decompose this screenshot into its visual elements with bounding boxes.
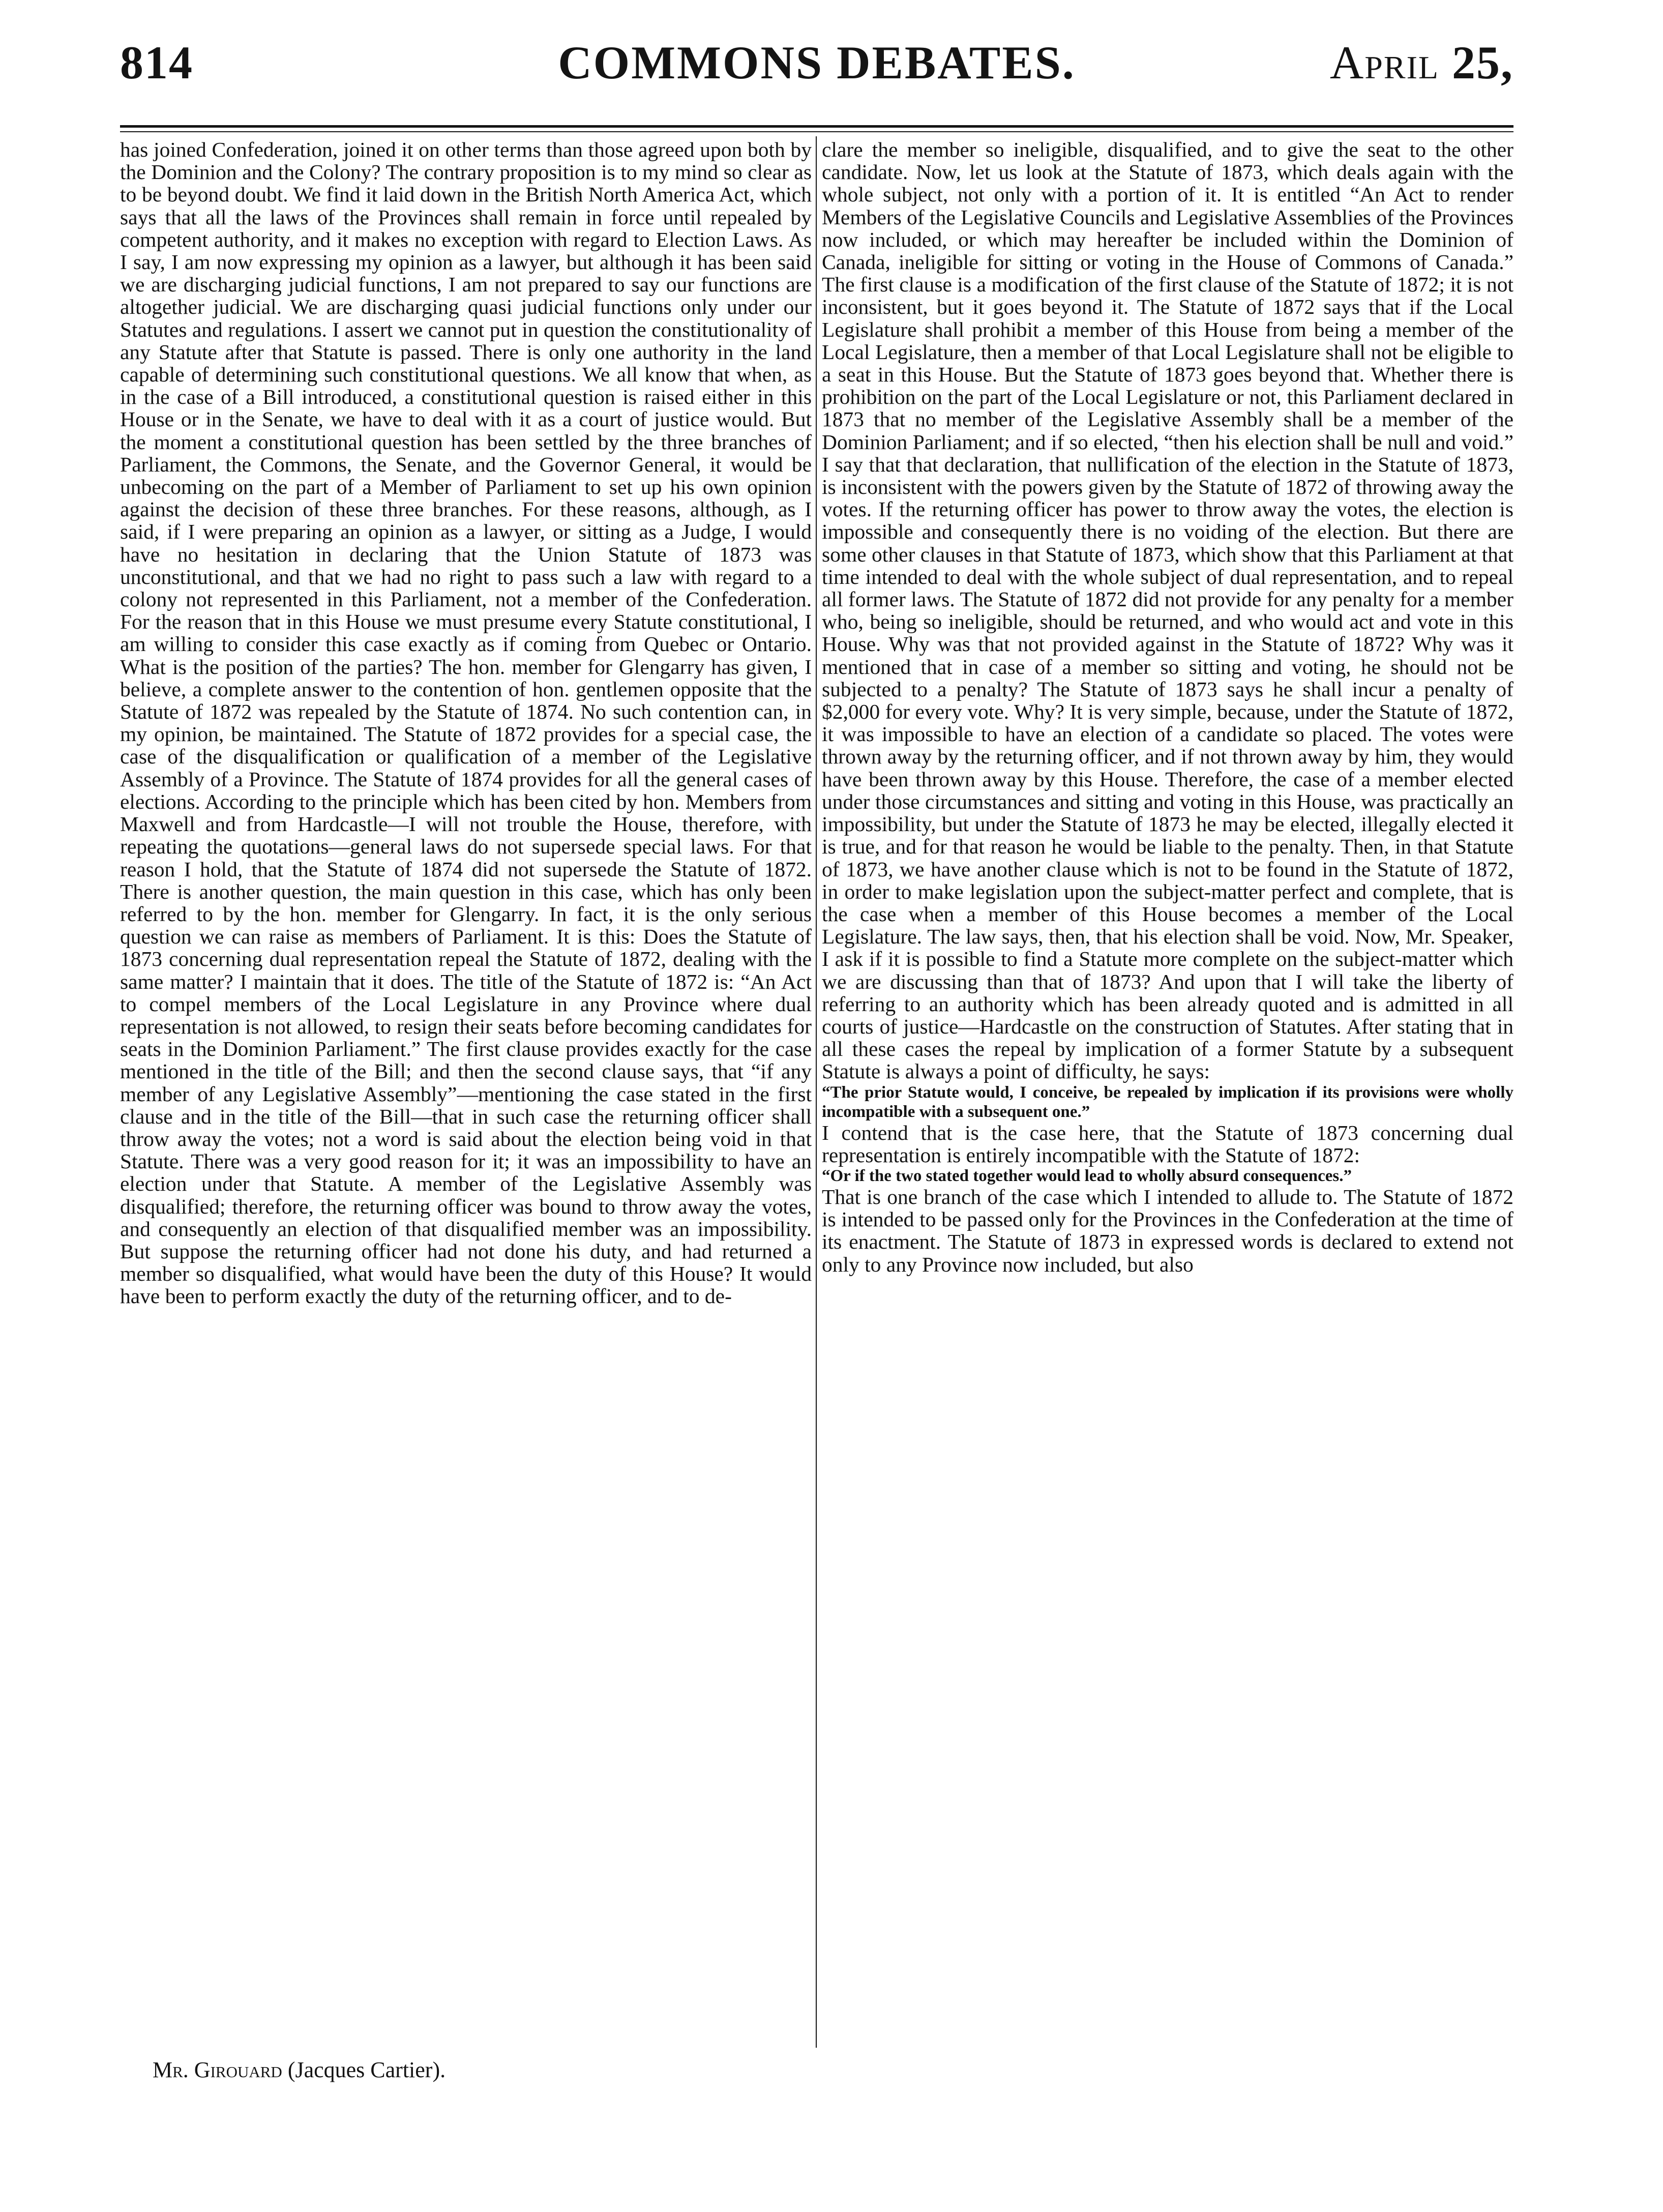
- right-column-paragraph-2: I contend that is the case here, that the Statute of 1873 concerning dual representation is entirely incompatible with the Statute of 1872:: [822, 1120, 1513, 1167]
- header-rule: [120, 125, 1513, 128]
- header-date: [1330, 36, 1513, 90]
- speaker-constituency: (Jacques Cartier).: [287, 2057, 446, 2082]
- right-column-paragraph-1: clare the member so ineligible, disqualified, and to give the seat to the other candidate. Now, let us look at the Statute of 1873, which deals again with the whole subject, not only with a portion of it. It is entitled “An Act to render Members of the Legislative Councils and Legislative Assemblies of the Provinces now included, or which may hereafter be included within the Dominion of Canada, ineligible for sitting or voting in the House of Commons of Canada.” The first clause is a modification of the first clause of the Statute of 1872; it is not inconsistent, but it goes beyond it. The Statute of 1872 says that if the Local Legislature shall prohibit a member of this House from being a member of the Local Legislature, then a member of that Local Legislature shall not be eligible to a seat in this House. But the Statute of 1873 goes beyond that. Whether there is prohibition on the part of the Local Legislature or not, this Parliament declared in 1873 that no member of the Legislative Assembly shall be a member of the Dominion Parliament; and if so elected, “then his election shall be null and void.” I say that that declaration, that nullification of the election in the Statute of 1873, is inconsistent with the powers given by the Statute of 1872 of throwing away the votes. If the returning officer has power to throw away the votes, the election is impossible and consequently there is no voiding of the election. But there are some other clauses in that Statute of 1873, which show that this Parliament at that time intended to deal with the whole subject of dual representation, and to repeal all former laws. The Statute of 1872 did not provide for any penalty for a member who, being so ineligible, should be returned, and who would act and vote in this House. Why was that not provided against in the Statute of 1872? Why was it mentioned that in case of a member so sitting and voting, he should not be subjected to a penalty? The Statute of 1873 says he shall incur a penalty of $2,000 for every vote. Why? It is very simple, because, under the Statute of 1872, it was impossible to have an election of a candidate so placed. The votes were thrown away by the returning officer, and if not thrown away by him, they would have been thrown away by this House. Therefore, the case of a member elected under those circumstances and sitting and voting in this House, was practically an impossibility, but under the Statute of 1873 he may be elected, illegally elected it is true, and for that reason he would be liable to the penalty. Then, in that Statute of 1873, we have another clause which is not to be found in the Statute of 1872, in order to make legislation upon the subject-matter perfect and complete, that is the case when a member of this House becomes a member of the Local Legislature. The law says, then, that his election shall be void. Now, Mr. Speaker, I ask if it is possible to find a Statute more complete on the subject-matter which we are discussing than that of 1873? And upon that I will take the liberty of referring to an authority which has been already quoted and is admitted in all courts of justice—Hardcastle on the construction of Statutes. After stating that in all these cases the repeal by implication of a former Statute by a subsequent Statute is always a point of difficulty, he says:: [822, 138, 1513, 1083]
- speaker-footer: [153, 2057, 446, 2083]
- header-month: April: [1329, 37, 1439, 89]
- page-number: 814: [120, 37, 193, 89]
- block-quote-1: “The prior Statute would, I conceive, be repealed by implication if its provisions were wholly incompatible with a subsequent one.”: [822, 1083, 1513, 1121]
- left-column-paragraph: has joined Confederation, joined it on other terms than those agreed upon both by the Dominion and the Colony? The contrary proposition is to my mind so clear as to be beyond doubt. We find it laid down in the British North America Act, which says that all the laws of the Provinces shall remain in force until repealed by competent authority, and it makes no exception with regard to Election Laws. As I say, I am now expressing my opinion as a lawyer, but although it has been said we are discharging judicial functions, I am not prepared to say our functions are altogether judicial. We are discharging quasi judicial functions only under our Statutes and regulations. I assert we cannot put in question the constitutionality of any Statute after that Statute is passed. There is only one authority in the land capable of determining such constitutional questions. We all know that when, as in the case of a Bill introduced, a constitutional question is raised either in this House or in the Senate, we have to deal with it as a court of justice would. But the moment a constitutional question has been settled by the three branches of Parliament, the Commons, the Senate, and the Governor General, it would be unbecoming on the part of a Member of Parliament to set up his own opinion against the decision of these three branches. For these reasons, although, as I said, if I were preparing an opinion as a lawyer, or sitting as a Judge, I would have no hesitation in declaring that the Union Statute of 1873 was unconstitutional, and that we had no right to pass such a law with regard to a colony not represented in this Parliament, not a member of the Confederation. For the reason that in this House we must presume every Statute constitutional, I am willing to consider this case exactly as if coming from Quebec or Ontario. What is the position of the parties? The hon. member for Glengarry has given, I believe, a complete answer to the contention of hon. gentlemen opposite that the Statute of 1872 was repealed by the Statute of 1874. No such contention can, in my opinion, be maintained. The Statute of 1872 provides for a special case, the case of the disqualification or qualification of a member of the Legislative Assembly of a Province. The Statute of 1874 provides for all the general cases of elections. According to the principle which has been cited by hon. Members from Maxwell and from Hardcastle—I will not trouble the House, therefore, with repeating the quotations—general laws do not supersede special laws. For that reason I hold, that the Statute of 1874 did not supersede the Statute of 1872. There is another question, the main question in this case, which has only been referred to by the hon. member for Glengarry. In fact, it is the only serious question we can raise as members of Parliament. It is this: Does the Statute of 1873 concerning dual representation repeal the Statute of 1872, dealing with the same matter? I maintain that it does. The title of the Statute of 1872 is: “An Act to compel members of the Local Legislature in any Province where dual representation is not allowed, to resign their seats before becoming candidates for seats in the Dominion Parliament.” The first clause provides exactly for the case mentioned in the title of the Bill; and then the second clause says, that “if any member of any Legislative Assembly”—mentioning the case stated in the first clause and in the title of the Bill—that in such case the returning officer shall throw away the votes; not a word is said about the election being void in that Statute. There was a very good reason for it; it was an impossibility to have an election under that Statute. A member of the Legislative Assembly was disqualified; therefore, the returning officer was bound to throw away the votes, and consequently an election of that disqualified member was an impossibility. But suppose the returning officer had not done his duty, and had returned a member so disqualified, what would have been the duty of this House? It would have been to perform exactly the duty of the returning officer, and to de-: [120, 138, 812, 1308]
- page-header: [120, 36, 1513, 107]
- header-day: 25,: [1452, 37, 1513, 89]
- running-title: COMMONS DEBATES.: [558, 37, 1076, 89]
- block-quote-2: “Or if the two stated together would lead to wholly absurd consequences.”: [822, 1166, 1352, 1185]
- speaker-name: Mr. Girouard: [153, 2057, 282, 2082]
- left-column: [120, 138, 812, 1308]
- column-divider: [816, 136, 817, 2048]
- header-rule-thin: [120, 131, 1513, 132]
- right-column: [822, 138, 1513, 1276]
- right-column-paragraph-3: That is one branch of the case which I intended to allude to. The Statute of 1872 is intended to be passed only for the Provinces in the Confederation at the time of its enactment. The Statute of 1873 in expressed words is declared to extend not only to any Province now included, but also: [822, 1185, 1513, 1276]
